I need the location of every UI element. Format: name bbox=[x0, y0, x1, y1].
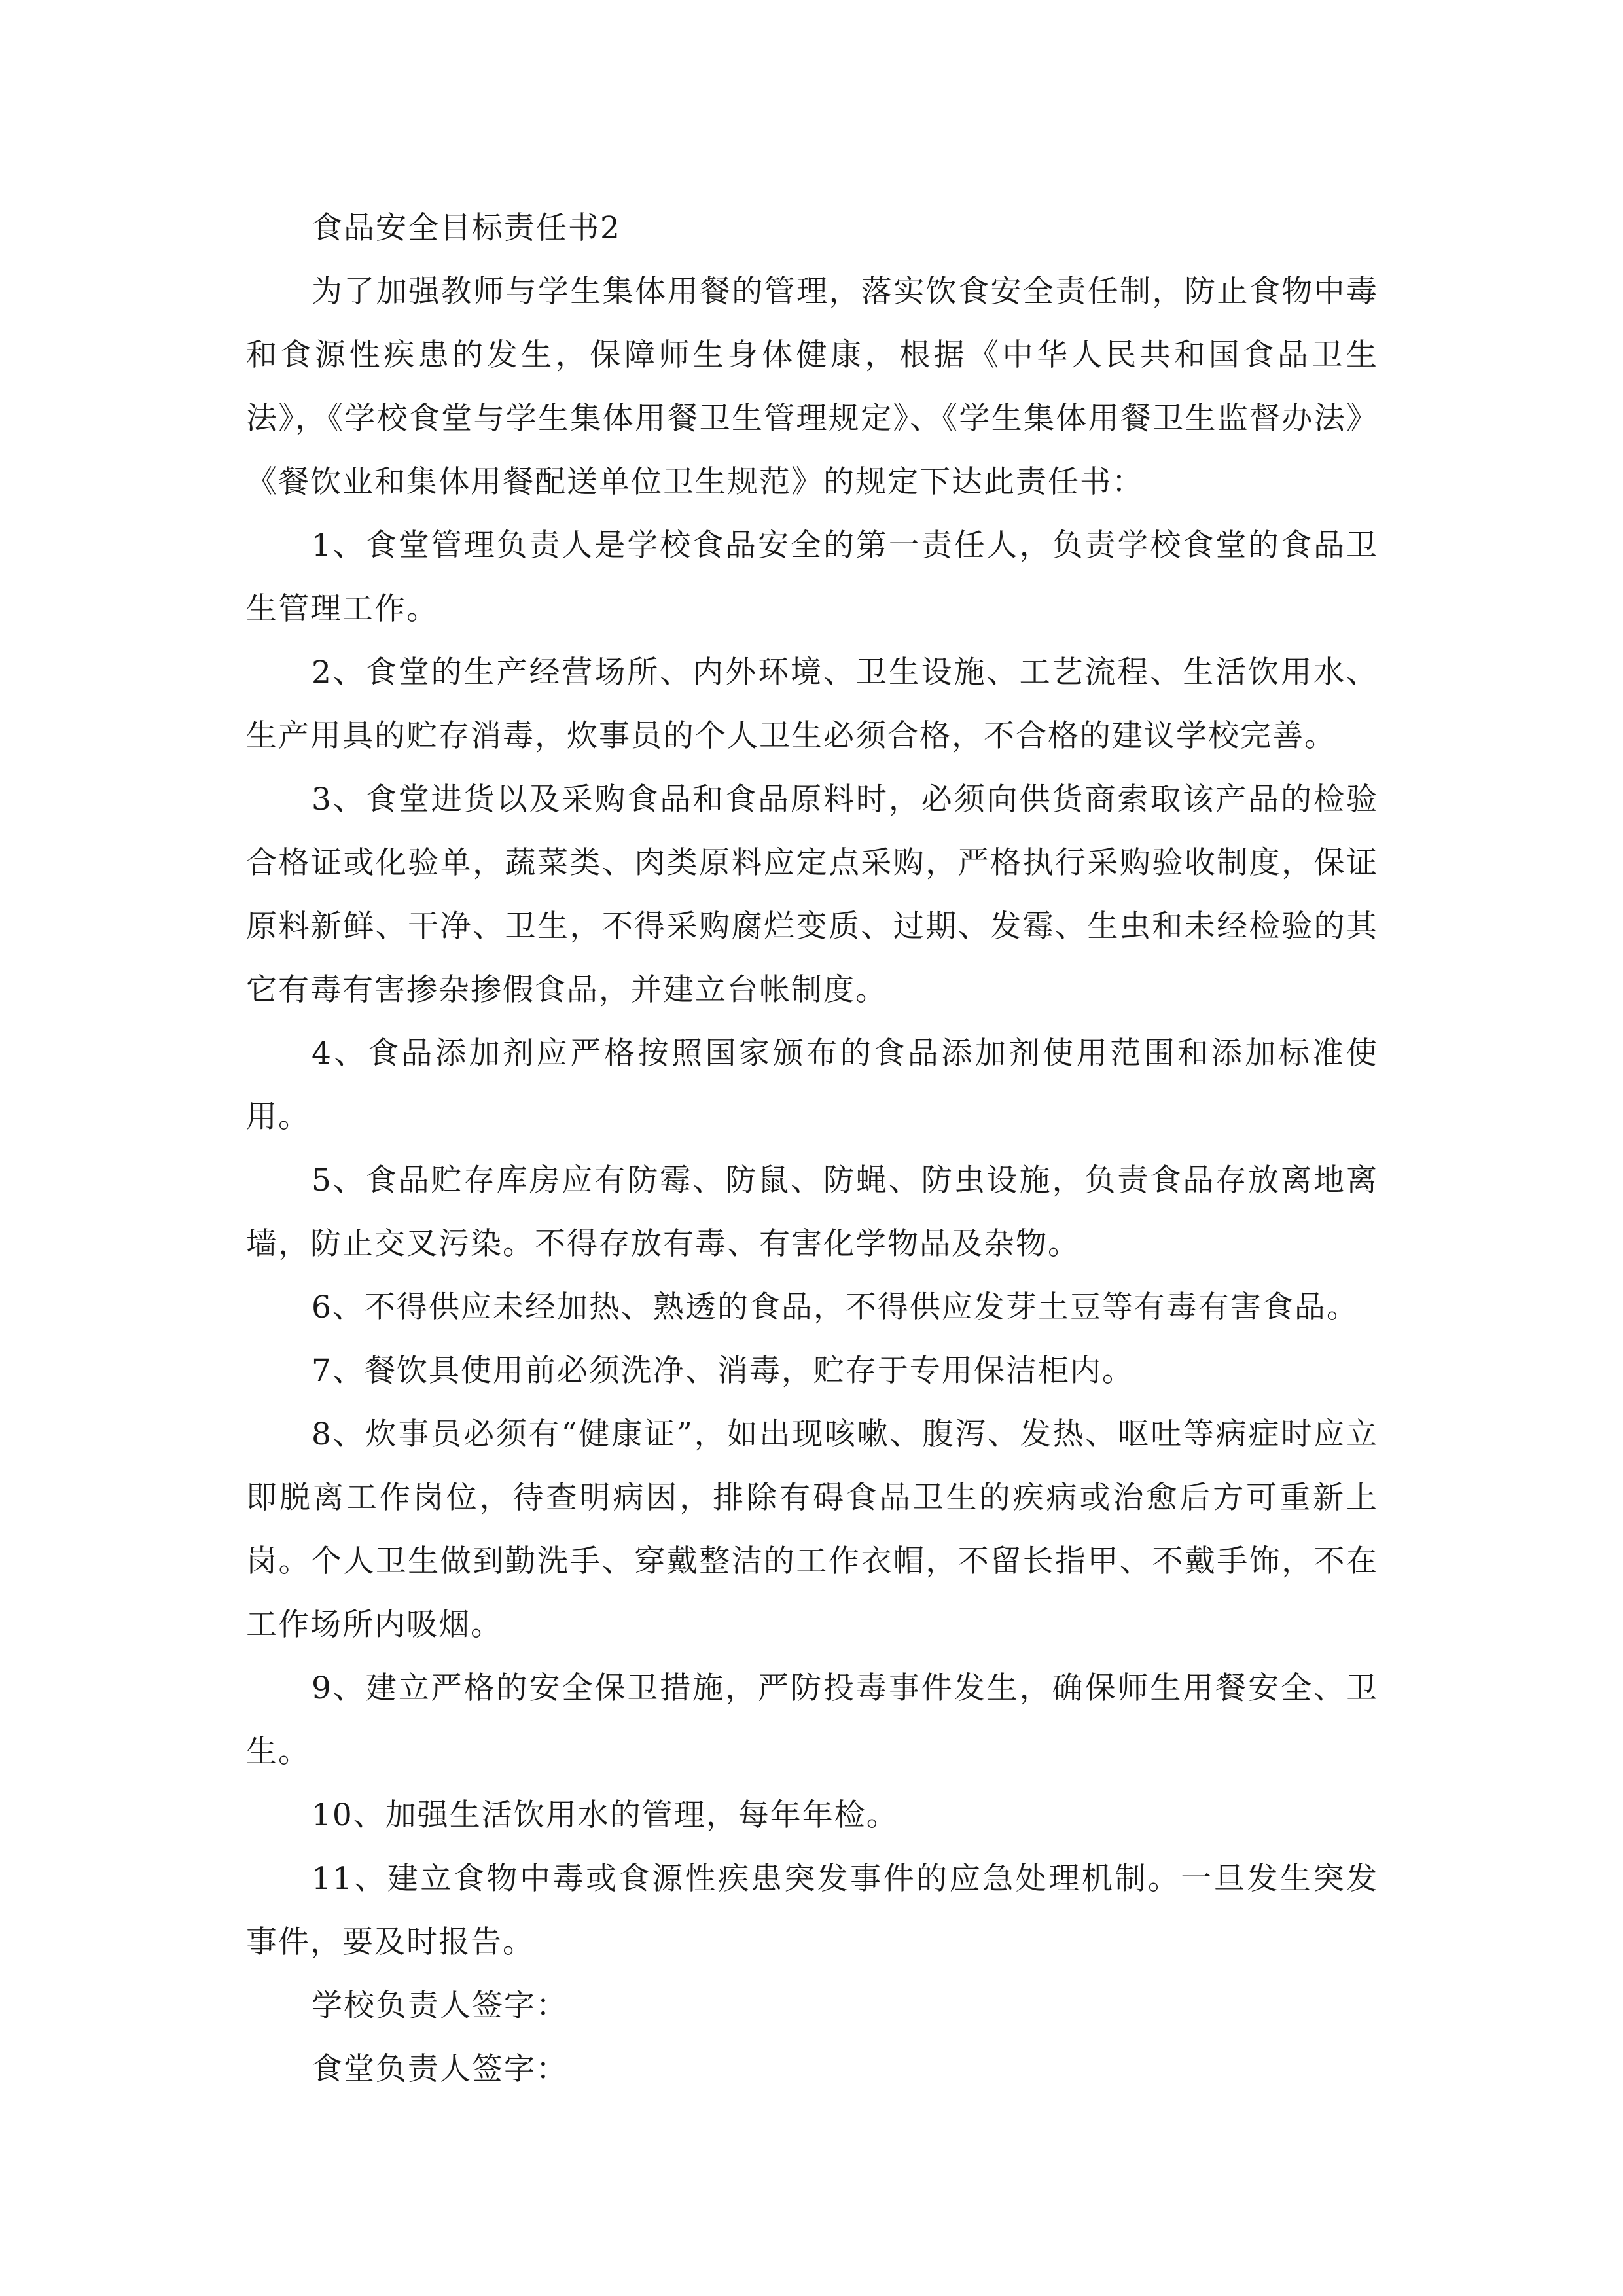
document-title: 食品安全目标责任书2 bbox=[312, 210, 621, 246]
clause-9: 9、建立严格的安全保卫措施，严防投毒事件发生，确保师生用餐安全、卫生。 bbox=[246, 1670, 1378, 1770]
clause-10: 10、加强生活饮用水的管理，每年年检。 bbox=[312, 1797, 899, 1833]
clause-6: 6、不得供应未经加热、熟透的食品，不得供应发芽土豆等有毒有害食品。 bbox=[312, 1289, 1359, 1325]
clause-5: 5、食品贮存库房应有防霉、防鼠、防蝇、防虫设施，负责食品存放离地离墙，防止交叉污染。不得存放有毒、有害化学物品及杂物。 bbox=[246, 1162, 1378, 1262]
clause-11: 11、建立食物中毒或食源性疾患突发事件的应急处理机制。一旦发生突发事件，要及时报告。 bbox=[246, 1861, 1378, 1960]
clause-8: 8、炊事员必须有“健康证”，如出现咳嗽、腹泻、发热、呕吐等病症时应立即脱离工作岗位，待查明病因，排除有碍食品卫生的疾病或治愈后方可重新上岗。个人卫生做到勤洗手、穿戴整洁的工作衣帽，不留长指甲、不戴手饰，不在工作场所内吸烟。 bbox=[246, 1416, 1378, 1643]
clause-2: 2、食堂的生产经营场所、内外环境、卫生设施、工艺流程、生活饮用水、生产用具的贮存消毒，炊事员的个人卫生必须合格，不合格的建议学校完善。 bbox=[246, 655, 1378, 754]
intro-paragraph: 为了加强教师与学生集体用餐的管理，落实饮食安全责任制，防止食物中毒和食源性疾患的发生，保障师生身体健康，根据《中华人民共和国食品卫生法》，《学校食堂与学生集体用餐卫生管理规定》、《学生集体用餐卫生监督办法》《餐饮业和集体用餐配送单位卫生规范》的规定下达此责任书： bbox=[246, 274, 1378, 500]
clause-7: 7、餐饮具使用前必须洗净、消毒，贮存于专用保洁柜内。 bbox=[312, 1353, 1134, 1389]
clause-1: 1、食堂管理负责人是学校食品安全的第一责任人，负责学校食堂的食品卫生管理工作。 bbox=[246, 528, 1378, 627]
canteen-signature-line: 食堂负责人签字： bbox=[312, 2051, 568, 2087]
document-page bbox=[246, 196, 1378, 2101]
clause-4: 4、食品添加剂应严格按照国家颁布的食品添加剂使用范围和添加标准使用。 bbox=[246, 1035, 1378, 1135]
school-signature-line: 学校负责人签字： bbox=[312, 1988, 568, 2024]
clause-3: 3、食堂进货以及采购食品和食品原料时，必须向供货商索取该产品的检验合格证或化验单，蔬菜类、肉类原料应定点采购，严格执行采购验收制度，保证原料新鲜、干净、卫生，不得采购腐烂变质、过期、发霉、生虫和未经检验的其它有毒有害掺杂掺假食品，并建立台帐制度。 bbox=[246, 781, 1378, 1008]
